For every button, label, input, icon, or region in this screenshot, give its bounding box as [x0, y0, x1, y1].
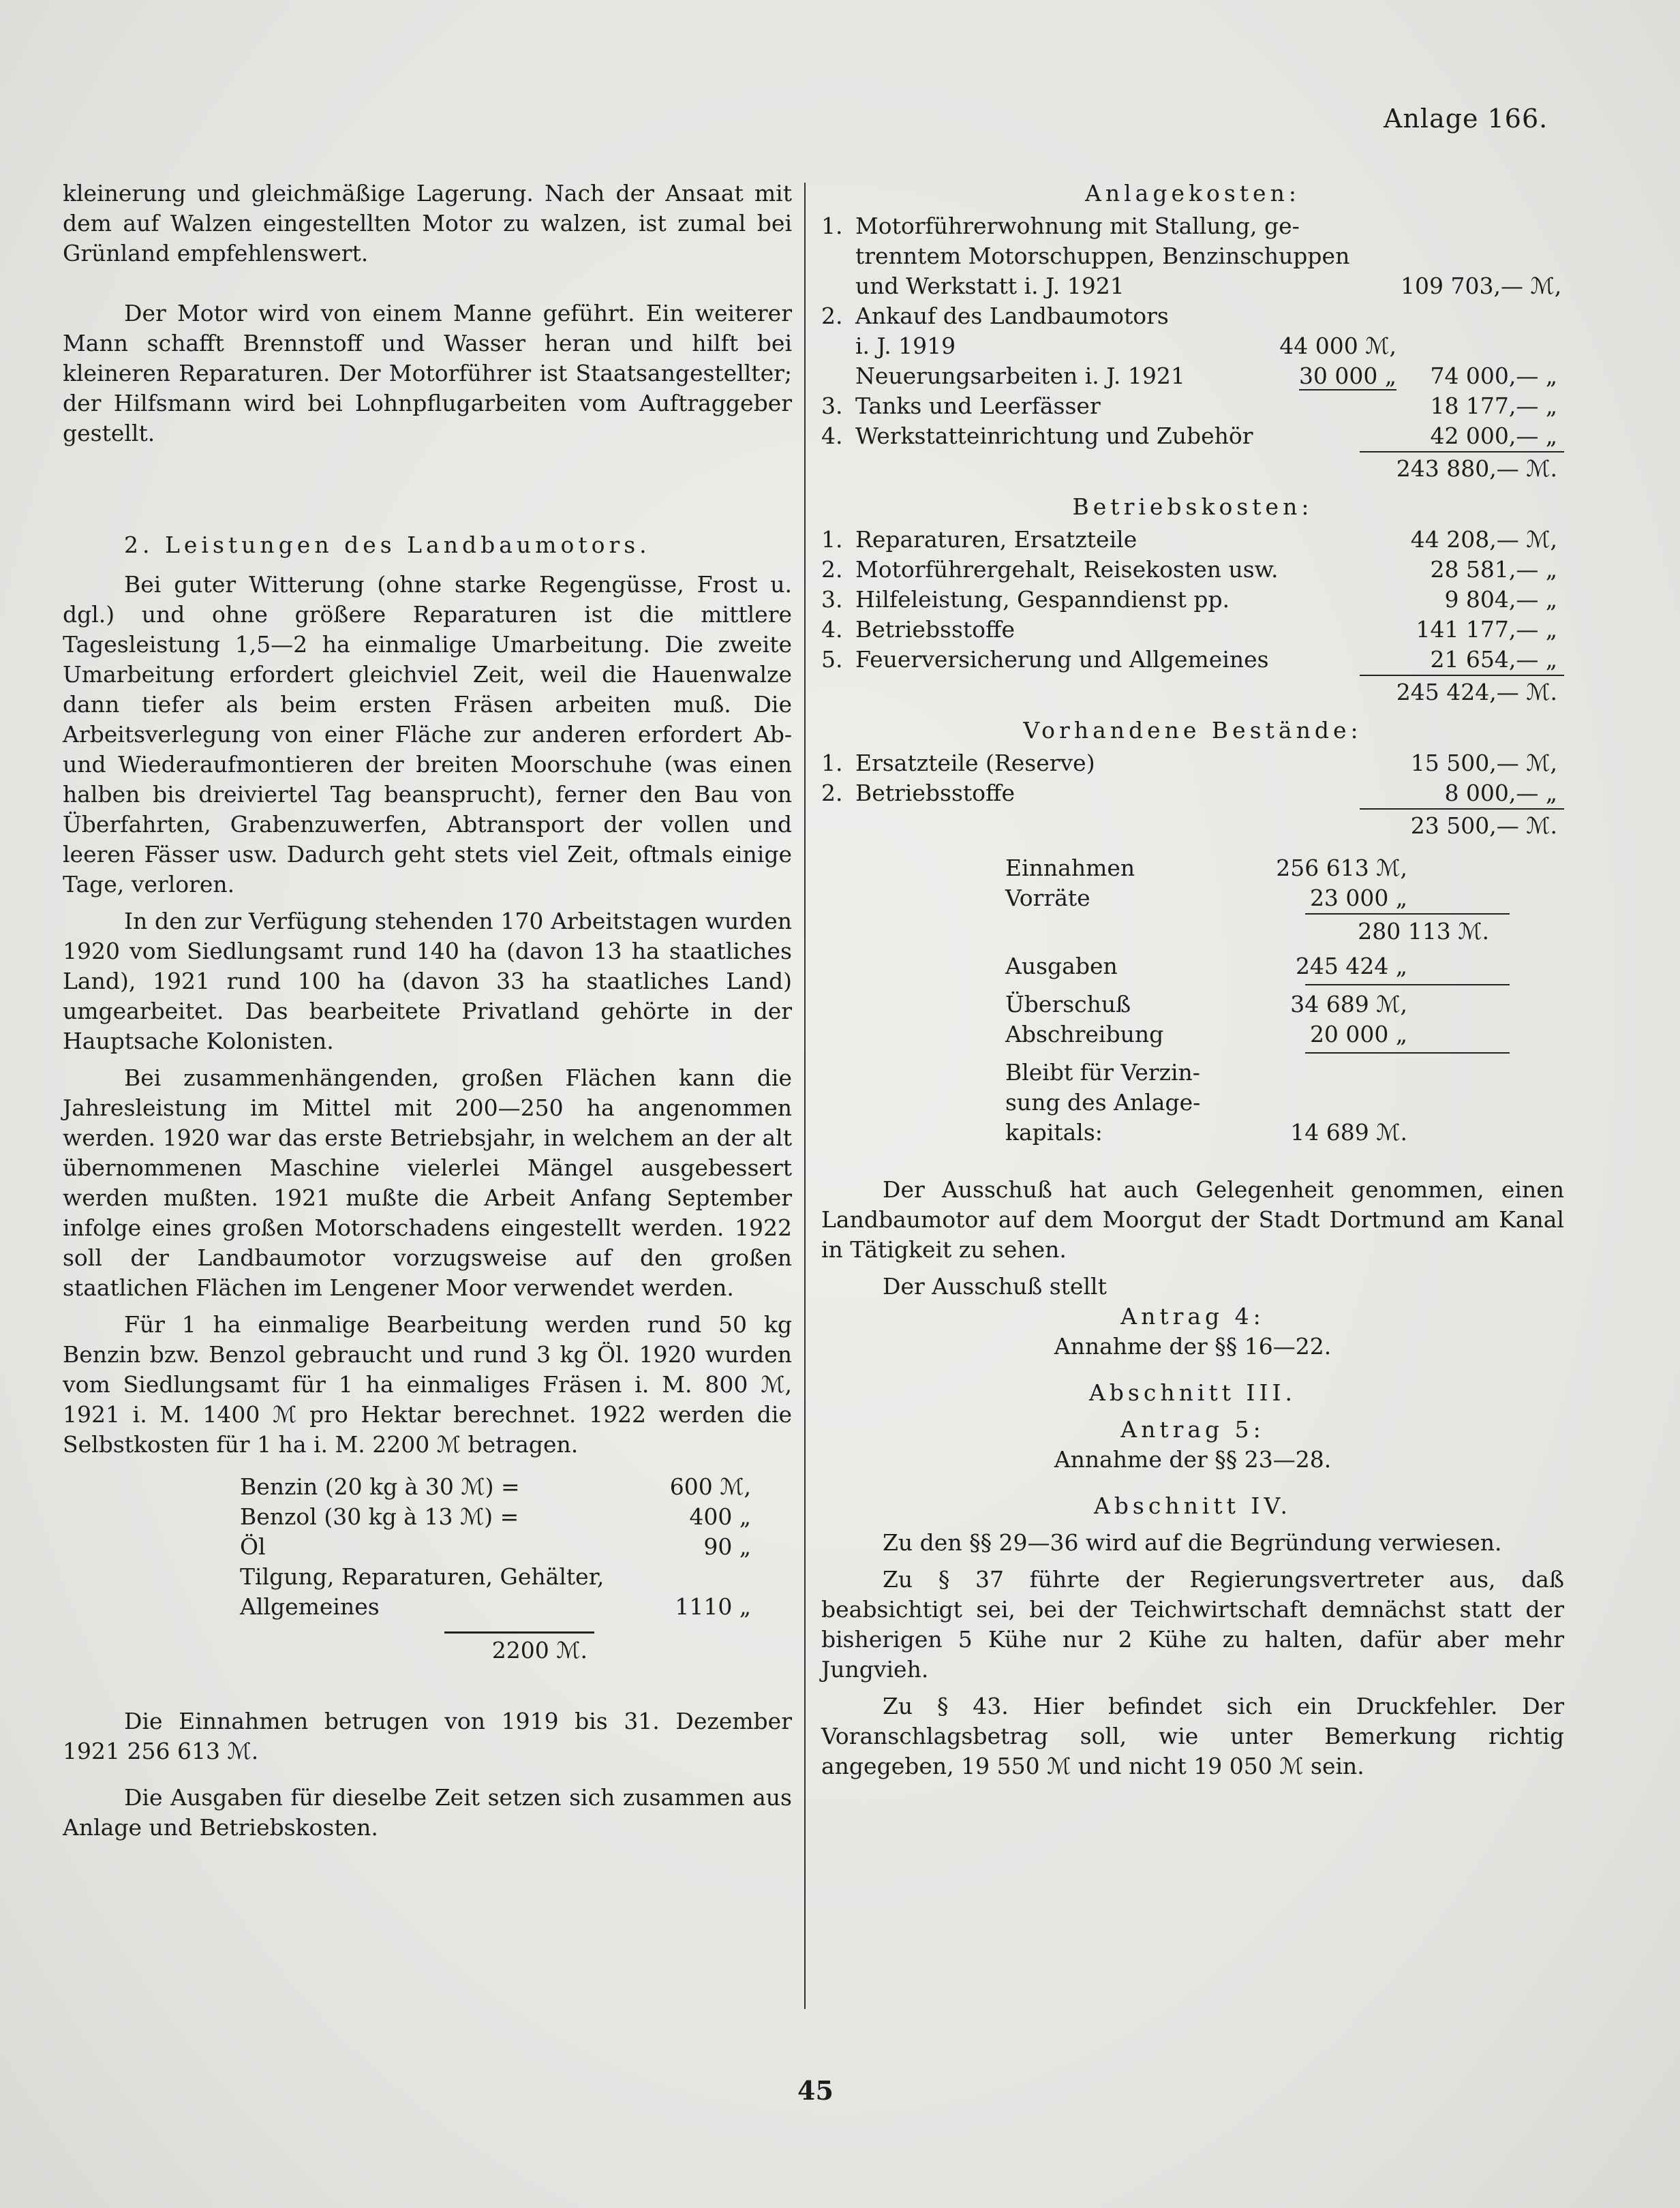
calc-row: Benzol (30 kg à 13 ℳ) = 400 „	[240, 1503, 751, 1530]
paragraph: Für 1 ha einmalige Bearbeitung werden rund 50 kg Benzin bzw. Benzol gebraucht und rund 3 kg Öl. 1920 wurden vom Siedlungsamt für 1 ha einmaliges Fräsen i. M. 800 ℳ, 1921 i. M. 1400 ℳ pro Hektar berechnet. 1922 werden die Selbstkosten für 1 ha i. M. 2200 ℳ betragen.	[63, 1311, 792, 1458]
section-title: Vorhandene Bestände:	[1023, 717, 1362, 743]
cost-calculation	[240, 1472, 758, 1622]
balance-sum: 280 113 ℳ.	[1305, 913, 1510, 947]
calc-row: Öl 90 „	[240, 1533, 751, 1560]
paragraph: Zu den §§ 29—36 wird auf die Begründung verwiesen.	[883, 1529, 1502, 1556]
calc-row: Benzin (20 kg à 30 ℳ) = 600 ℳ,	[240, 1473, 751, 1500]
sum-total: 245 424,— ℳ.	[1360, 675, 1564, 707]
paragraph: Der Motor wird von einem Manne geführt. Ein weiterer Mann schafft Brennstoff und Wasser heran und hilft bei kleineren Reparaturen. Der Motorführer ist Staatsangestellter; der Hilfsmann wird bei Lohnpflugarbeiten vom Auftraggeber gestellt.	[63, 300, 792, 446]
sum-total: 243 880,— ℳ.	[1360, 451, 1564, 484]
calc-row: Allgemeines 1110 „	[240, 1593, 751, 1620]
calc-total: 2200 ℳ.	[444, 1631, 594, 1666]
calc-row: Tilgung, Reparaturen, Gehälter,	[240, 1563, 605, 1590]
page-number: 45	[797, 2075, 834, 2106]
section-title: Anlagekosten:	[1085, 180, 1300, 206]
right-column: Anlagekosten: 1. Motorführerwohnung mit Stallung, ge- trenntem Motorschuppen, Benzinschuppen und Werkstatt i. J. 1921 109 703,— ℳ, 2. Ankauf des Landbaumotors i. J. 1919 44 000 ℳ, Neuerungsarbeiten i. J. 1921 30 000 „ 74 000,— „ 3. Tanks und Leerfässer 18 177,— „ 4. Werkstatteinrichtung und Zubehör 42 000,— „ 243 880,— ℳ. Betriebskosten: 1. Reparaturen, Ersatzteile 44 208,— ℳ, 2. Motorführergehalt, Reisekosten usw. 28 581,— „ 3. Hilfeleistung, Gespanndienst pp. 9 804,— „ 4. Betriebsstoffe 141 177,— „ 5. Feuerversicherung und Allgemeines 21 654,— „ 245 424,— ℳ. Vorhandene Bestände: 1. Ersatzteile (Reserve) 15 500,— ℳ, 2. Betriebsstoffe 8 000,— „ 23 500,— ℳ. Einnahmen 256 613 ℳ, Vorräte 23 000 „ 280 113 ℳ. Ausgaben 245 424 „ Überschuß 34 689 ℳ, Abschreibung 20 000 „ Bleibt für Verzin- sung des Anlage- kapitals: 14 689 ℳ. Der Ausschuß hat auch Gelegenheit genommen, einen Landbaumotor auf dem Moorgut der Stadt Dortmund am Kanal in Tätigkeit zu sehen. Der Ausschuß stellt Antrag 4: Annahme der §§ 16—22. Abschnitt III. Antrag 5: Annahme der §§ 23—28. Abschnitt IV. Zu den §§ 29—36 wird auf die Begründung verwiesen. Zu § 37 führte der Regierungsvertreter aus, daß beabsichtigt sei, bei der Teichwirtschaft demnächst statt der bisherigen 5 Kühe nur 2 Kühe zu halten, dafür aber mehr Jungvieh. Zu § 43. Hier befindet sich ein Druckfehler. Der Voranschlagsbetrag soll, wie unter Bemerkung richtig angegeben, 19 550 ℳ und nicht 19 050 ℳ sein.	[821, 179, 1564, 1788]
column-divider	[804, 183, 806, 2009]
section-heading: Abschnitt III.	[1088, 1379, 1297, 1406]
paragraph: In den zur Verfügung stehenden 170 Arbeitstagen wurden 1920 vom Siedlungsamt rund 140 ha (davon 13 ha staatliches Land), 1921 rund 100 ha (davon 33 ha staatliches Land) umgearbeitet. Das bearbeitete Privatland gehörte in der Hauptsache Kolonisten.	[63, 908, 792, 1054]
paragraph: Zu § 43. Hier befindet sich ein Druckfehler. Der Voranschlagsbetrag soll, wie unter Bemerkung richtig angegeben, 19 550 ℳ und nicht 19 050 ℳ sein.	[821, 1693, 1564, 1779]
left-column	[63, 179, 792, 1850]
paragraph: Die Einnahmen betrugen von 1919 bis 31. Dezember 1921 256 613 ℳ.	[63, 1708, 792, 1764]
anlagekosten-table: 1. Motorführerwohnung mit Stallung, ge- trenntem Motorschuppen, Benzinschuppen und Werkstatt i. J. 1921 109 703,— ℳ, 2. Ankauf des Landbaumotors i. J. 1919 44 000 ℳ, Neuerungsarbeiten i. J. 1921 30 000 „ 74 000,— „ 3. Tanks und Leerfässer 18 177,— „ 4. Werkstatteinrichtung und Zubehör 42 000,— „ 243 880,— ℳ.	[821, 211, 1564, 484]
paragraph: Der Ausschuß stellt	[883, 1273, 1107, 1300]
paragraph: Die Ausgaben für dieselbe Zeit setzen sich zusammen aus Anlage und Betriebskosten.	[63, 1784, 792, 1841]
paragraph: kleinerung und gleichmäßige Lagerung. Nach der Ansaat mit dem auf Walzen eingestellten Motor zu walzen, ist zumal bei Grünland empfehlenswert.	[63, 180, 792, 266]
annex-label: Anlage 166.	[1384, 104, 1548, 134]
antrag-text: Annahme der §§ 23—28.	[1054, 1446, 1332, 1473]
paragraph: Zu § 37 führte der Regierungsvertreter aus, daß beabsichtigt sei, bei der Teichwirtschaft demnächst statt der bisherigen 5 Kühe nur 2 Kühe zu halten, dafür aber mehr Jungvieh.	[821, 1566, 1564, 1683]
antrag-heading: Antrag 5:	[1120, 1416, 1265, 1443]
paragraph: Der Ausschuß hat auch Gelegenheit genommen, einen Landbaumotor auf dem Moorgut der Stadt Dortmund am Kanal in Tätigkeit zu sehen.	[821, 1176, 1564, 1263]
antrag-heading: Antrag 4:	[1120, 1303, 1265, 1330]
paragraph: Bei zusammenhängenden, großen Flächen kann die Jahresleistung im Mittel mit 200—250 ha angenommen werden. 1920 war das erste Betriebsjahr, in welchem an der alt übernommenen Maschine vielerlei Mängel ausgebessert werden mußten. 1921 mußte die Arbeit Anfang September infolge eines großen Motorschadens eingestellt werden. 1922 soll der Landbaumotor vorzugsweise auf den großen staatlichen Flächen im Lengener Moor verwendet werden.	[63, 1064, 792, 1301]
sum-total: 23 500,— ℳ.	[1360, 808, 1564, 841]
paragraph: Bei guter Witterung (ohne starke Regengüsse, Frost u. dgl.) und ohne größere Reparaturen ist die mittlere Tagesleistung 1,5—2 ha einmalige Umarbeitung. Die zweite Umarbeitung erfordert gleichviel Zeit, weil die Hauenwalze dann tiefer als beim ersten Fräsen arbeiten muß. Die Arbeitsverlegung von einer Fläche zur anderen erfordert Ab- und Wiederaufmontieren der breiten Moorschuhe (was einen halben bis dreiviertel Tag beansprucht), ferner den Bau von Überfahrten, Grabenzuwerfen, Abtransport der vollen und leeren Fässer usw. Dadurch geht stets viel Zeit, oftmals einige Tage, verloren.	[63, 571, 792, 898]
antrag-text: Annahme der §§ 16—22.	[1054, 1333, 1332, 1360]
bestaende-table: 1. Ersatzteile (Reserve) 15 500,— ℳ, 2. Betriebsstoffe 8 000,— „ 23 500,— ℳ.	[821, 748, 1564, 841]
betriebskosten-table: 1. Reparaturen, Ersatzteile 44 208,— ℳ, 2. Motorführergehalt, Reisekosten usw. 28 581,— „ 3. Hilfeleistung, Gespanndienst pp. 9 804,— „ 4. Betriebsstoffe 141 177,— „ 5. Feuerversicherung und Allgemeines 21 654,— „ 245 424,— ℳ.	[821, 525, 1564, 707]
section-title: Betriebskosten:	[1072, 493, 1313, 520]
balance-table: Einnahmen 256 613 ℳ, Vorräte 23 000 „	[1005, 855, 1407, 911]
section-heading: Abschnitt IV.	[1093, 1492, 1292, 1519]
section-heading: 2. Leistungen des Landbaumotors.	[124, 532, 651, 558]
